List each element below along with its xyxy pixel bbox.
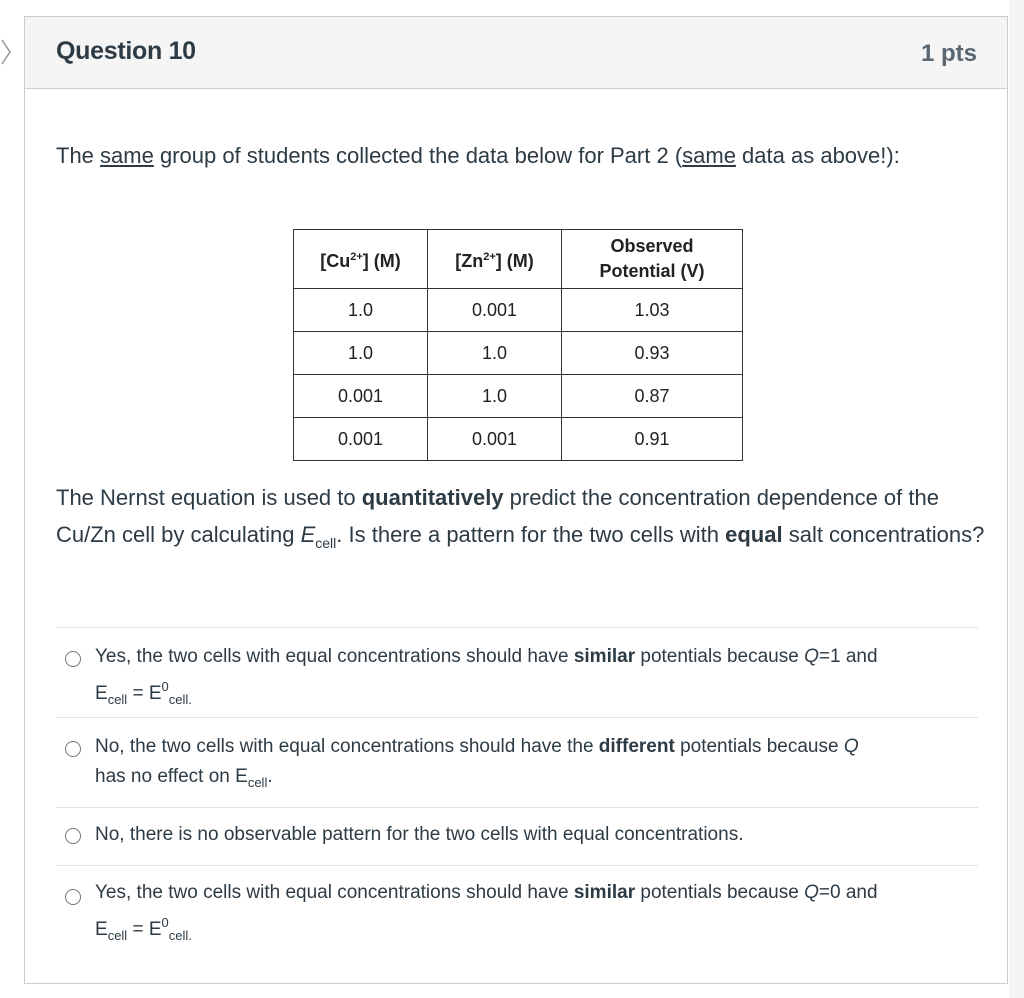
answer-option-3[interactable] <box>56 807 978 865</box>
table-cell: 1.0 <box>428 375 562 418</box>
question-header <box>25 17 1007 89</box>
right-scroll-strip <box>1009 0 1024 998</box>
table-cell: 1.0 <box>294 332 428 375</box>
answer-label[interactable]: Yes, the two cells with equal concentrations should have similar potentials because Q=1 and $E_{cell} = E^0_{cell.}$ <box>95 646 878 707</box>
question-card <box>24 16 1008 984</box>
question-prompt-intro: The same group of students collected the data below for Part 2 (same data as above!): <box>56 143 900 168</box>
table-cell: 1.03 <box>562 289 743 332</box>
radio-button[interactable] <box>65 889 81 905</box>
answer-label[interactable]: No, there is no observable pattern for the two cells with equal concentrations. <box>95 824 744 845</box>
header-zn: $[Zn^{2+}]$ (M) <box>428 230 562 289</box>
header-cu: $[Cu^{2+}]$ (M) <box>294 230 428 289</box>
question-prompt: The Nernst equation is used to quantitatively predict the concentration dependence of the Cu/Zn cell by calculating $E_{cell}$. Is there a pattern for the two cells with equal salt concentrations? <box>56 485 985 551</box>
table-cell: 1.0 <box>294 289 428 332</box>
table-row <box>294 418 743 461</box>
data-table <box>293 229 743 461</box>
answer-option-2[interactable] <box>56 717 978 807</box>
answer-label[interactable]: Yes, the two cells with equal concentrations should have similar potentials because Q=0 and $E_{cell} = E^0_{cell.}$ <box>95 882 878 943</box>
table-row <box>294 289 743 332</box>
answer-label[interactable]: No, the two cells with equal concentrations should have the different potentials because Q has no effect on $E_{cell}$. <box>95 736 859 790</box>
radio-button[interactable] <box>65 651 81 667</box>
answer-option-4[interactable] <box>56 865 978 955</box>
table-cell: 0.001 <box>428 418 562 461</box>
table-cell: 0.93 <box>562 332 743 375</box>
chevron-right-icon[interactable] <box>0 38 12 66</box>
question-points: 1 pts <box>920 40 977 67</box>
table-cell: 0.87 <box>562 375 743 418</box>
table-row <box>294 332 743 375</box>
question-title: Question 10 <box>56 37 196 65</box>
table-cell: 0.001 <box>294 418 428 461</box>
table-cell: 1.0 <box>428 332 562 375</box>
radio-button[interactable] <box>65 741 81 757</box>
radio-button[interactable] <box>65 828 81 844</box>
table-row <box>294 375 743 418</box>
table-cell: 0.91 <box>562 418 743 461</box>
header-observed-potential: Observed Potential (V) <box>562 230 743 289</box>
table-header-row <box>294 230 743 289</box>
answer-option-1[interactable] <box>56 627 978 717</box>
table-cell: 0.001 <box>428 289 562 332</box>
table-cell: 0.001 <box>294 375 428 418</box>
